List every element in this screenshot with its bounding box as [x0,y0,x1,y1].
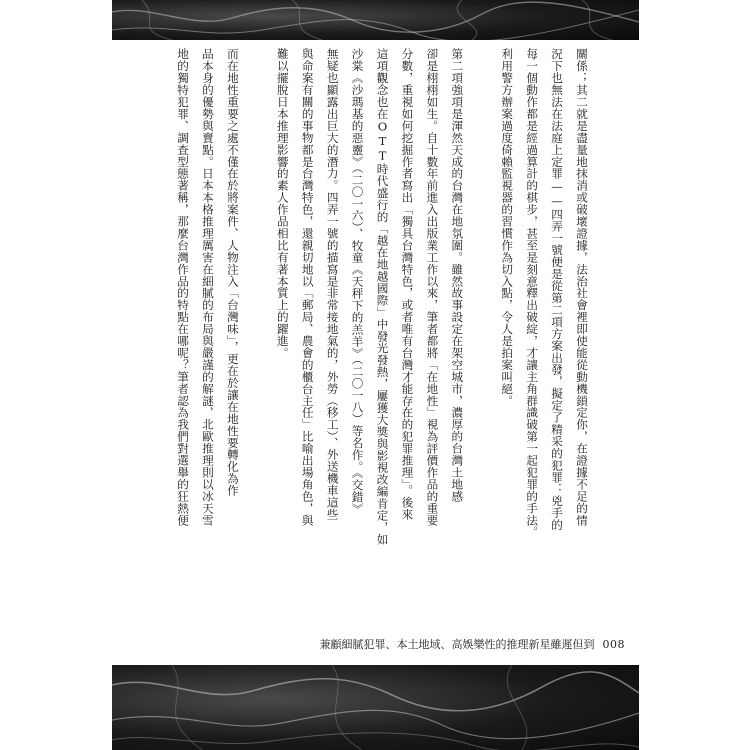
text-column: 這項觀念也在OTT時代盛行的「越在地越國際」中發光發熱，屢獲大獎與影視改編肯定，如 [375,48,390,546]
bottom-decorative-band [112,665,639,750]
text-column: 分數，重視如何挖掘作者寫出「獨具台灣特色，或者唯有台灣才能存在的犯罪推理」。後來 [400,48,415,521]
text-column: 難以擺脫日本推理影響的素人作品相比有著本質上的躍進。 [275,48,290,359]
running-title: 兼顧細膩犯罪、本土地域、高娛樂性的推理新星雖遲但到 [319,638,595,651]
text-column: 地的獨特犯罪、調查型態著稱，那麼台灣作品的特點在哪呢？筆者認為我們對選舉的狂熱便 [176,48,190,526]
text-column: 每一個動作都是經過算計的棋步，甚至是刻意釋出破綻，才讓主角群識破第一起犯罪的手法。 [525,48,540,538]
text-column: 卻是栩栩如生。自十數年前進入出版業工作以來，筆者都將「在地性」視為評價作品的重要 [425,48,440,526]
top-decorative-band [112,0,639,40]
book-page [112,0,639,750]
water-caustics-pattern [112,0,639,40]
page-number: 008 [602,638,625,651]
text-column: 況下也無法在法庭上定罪——四弄一號便是從第二項方案出發，擬定了精采的犯罪：兇手的 [550,48,565,531]
text-column: 沙棠《沙瑪基的惡靈》（二〇一六）、牧童《天秤下的羔羊》（二〇一八）等名作。《交錯》 [350,48,365,515]
page-footer [320,636,626,652]
text-column: 關係；其二就是盡量地抹消或破壞證據，法治社會裡即使能從動機鎖定你，在證據不足的情 [575,48,589,526]
text-column: 第二項強項是渾然天成的台灣在地氛圍。雖然故事設定在架空城市，濃厚的台灣土地感 [450,48,465,503]
vertical-text-body [172,48,592,618]
water-caustics-pattern [112,665,639,750]
text-column: 品本身的優勢與賣點。日本本格推理厲害在細膩的布局與嚴謹的解謎，北歐推理則以冰天雪 [200,48,215,526]
text-column: 與命案有關的事物都是台灣特色，還親切地以「郵局、農會的櫃台主任」比喻出場角色，與 [300,48,315,526]
text-column: 而在地性重要之處不僅在於將案件、人物注入「台灣味」，更在於讓在地性要轉化為作 [225,48,240,497]
text-column: 利用警方辦案過度倚賴監視器的習慣作為切入點，令人是拍案叫絕。 [500,48,515,407]
text-column: 無疑也顯露出巨大的潛力。四弄一號的描寫是非常接地氣的，外勞（移工）、外送機車這些 [325,48,340,521]
